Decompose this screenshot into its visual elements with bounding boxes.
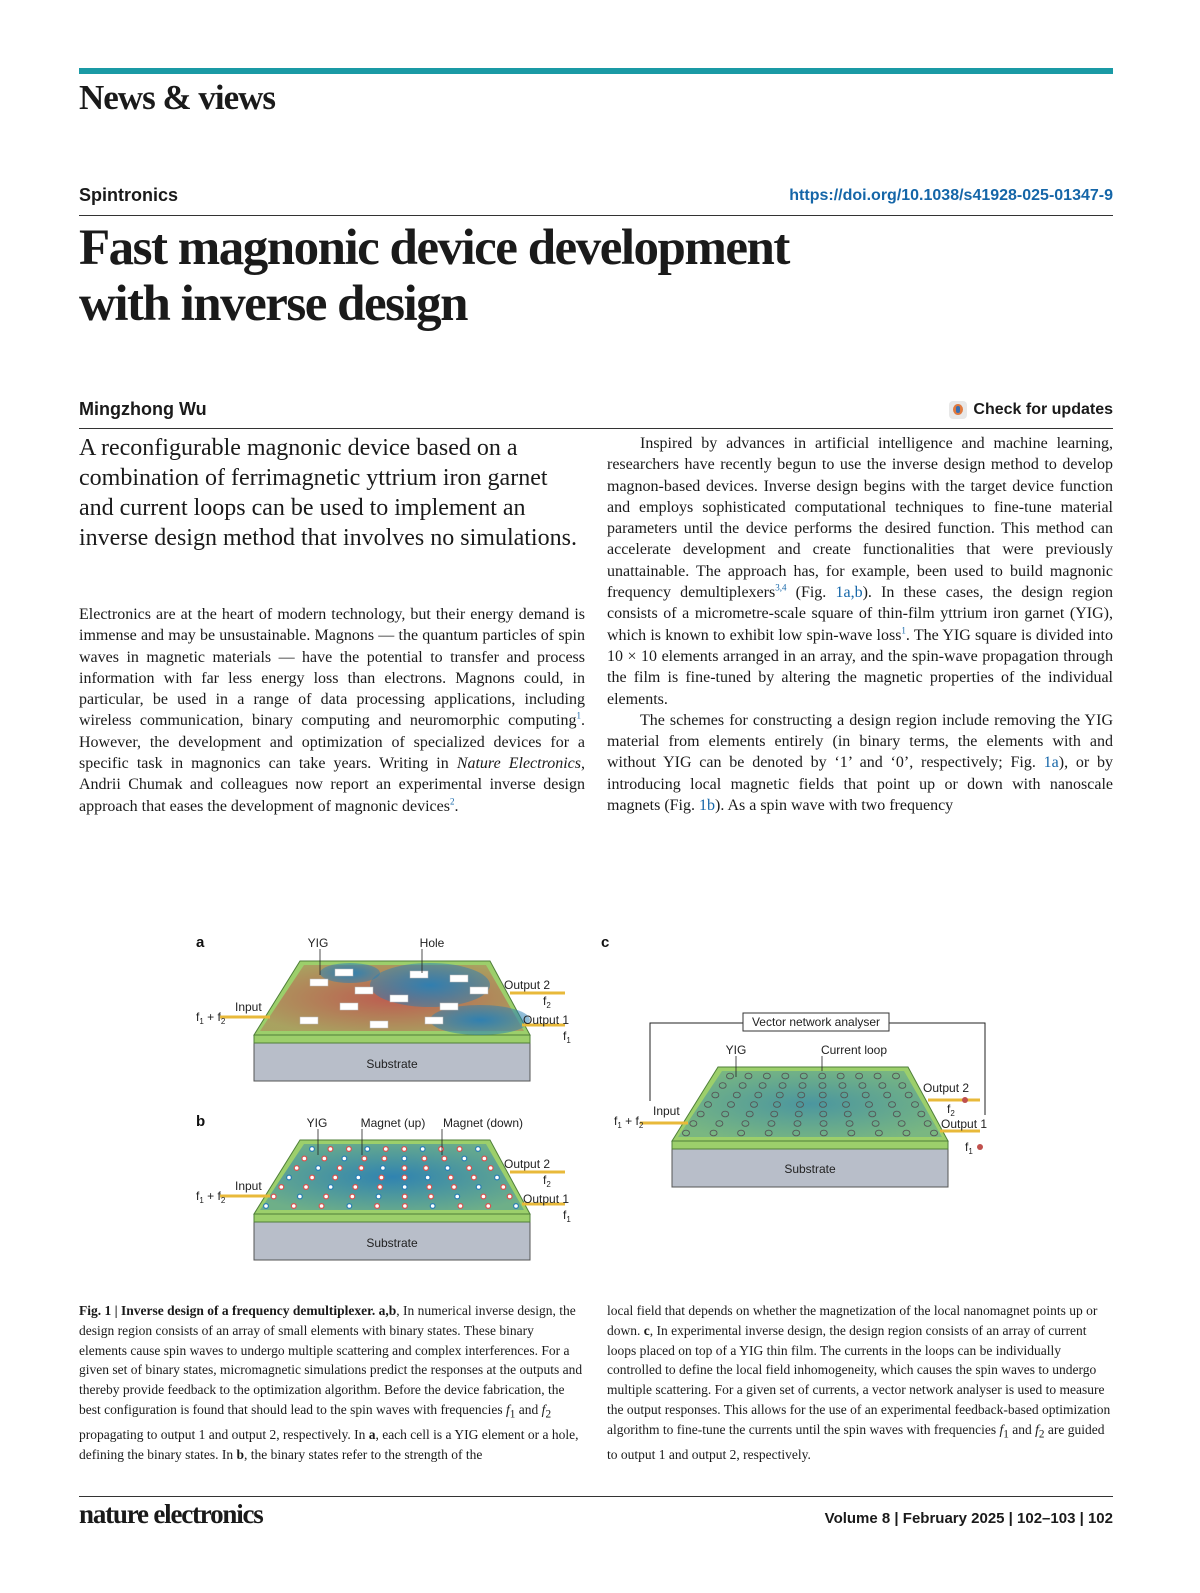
magnet-dot (482, 1156, 487, 1161)
magnet-dot (319, 1204, 324, 1209)
output1-label: Output 1 (523, 1013, 570, 1027)
output1-label: Output 1 (523, 1192, 570, 1206)
magnet-dot (445, 1166, 450, 1171)
magnet-dot (422, 1156, 427, 1161)
magnet-dot (448, 1175, 453, 1180)
magnet-dot (458, 1204, 463, 1209)
figure-caption-right: local field that depends on whether the magnetization of the local nanomagnet points up or down. c, In experimental inverse design, the design region consists of an array of current loops placed on top of a YIG thin film. The currents in the loops can be individually controlled to define the local field inhomogeneity, which causes the spin waves to undergo multiple scattering. For a given set of currents, a vector network analyser is used to measure the output responses. This allows for the use of an experimental feedback-based optimization algorithm to fine-tune the currents until the spin waves with frequencies $f_1$ and $f_2$ are guided to output 1 and output 2, respectively. (607, 1303, 1111, 1463)
magnet-dot (376, 1194, 381, 1199)
svg-text:f1: $f_1$ (563, 1029, 571, 1045)
magnet-dot (359, 1166, 364, 1171)
article-category: Spintronics (79, 185, 179, 205)
input-label: Input (235, 1000, 262, 1014)
magnet-dot (481, 1194, 486, 1199)
magnet-dot (271, 1194, 276, 1199)
panel-a-label: a (196, 934, 205, 951)
author-rule (79, 428, 1113, 429)
author-name: Mingzhong Wu (79, 399, 207, 419)
magnet-dot (427, 1185, 432, 1190)
svg-text:f1 + f2: $f_1 + f_2$ (196, 1010, 226, 1026)
magnet-dot (328, 1147, 333, 1152)
magnet-dot (442, 1156, 447, 1161)
output2-label: Output 2 (504, 978, 551, 992)
input-label: Input (235, 1179, 262, 1193)
figure-caption-label: Fig. 1 | Inverse design of a frequency demultiplexer. (79, 1303, 376, 1318)
svg-text:f1 + f2: $f_1 + f_2$ (614, 1114, 644, 1130)
magnet-dot (467, 1166, 472, 1171)
figure-link-1b[interactable]: 1b (699, 797, 715, 815)
svg-text:f1: $f_1$ (965, 1140, 973, 1156)
section-title: News & views (79, 78, 276, 117)
magnet-dot (488, 1166, 493, 1171)
magnet-dot (365, 1147, 370, 1152)
magnet-dot (462, 1156, 467, 1161)
header-rule (79, 215, 1113, 216)
hole-label: Hole (419, 936, 445, 950)
reference-3-4[interactable]: 3,4 (775, 582, 787, 593)
magnet-dot (279, 1185, 284, 1190)
magnet-dot (439, 1147, 444, 1152)
volume-info: Volume 8 | February 2025 | 102–103 | 102 (824, 1510, 1113, 1527)
yig-label: YIG (306, 1116, 328, 1130)
paragraph-1: Electronics are at the heart of modern technology, but their energy demand is immense and may be unsustainable. Magnons — the quantum particles of spin waves in magnetic materials — have the potential to transfer and process information with far less energy loss than electrons. Magnons could, in particular, be used in a range of data processing applications, including wireless communication, binary computing and neuromorphic computing$^1$. However, the development and optimization of specialized devices for a specific task in magnonics can take years. Writing in Nature Electronics, Andrii Chumak and colleagues now report an experimental inverse design approach that eases the development of magnonic devices$^2$. (79, 606, 586, 815)
yig-label: YIG (307, 936, 329, 950)
magnet-dot (452, 1185, 457, 1190)
substrate-label: Substrate (366, 1057, 418, 1071)
output2-label: Output 2 (923, 1081, 970, 1095)
magnet-up-label: Magnet (up) (360, 1116, 426, 1130)
magnet-dot (346, 1147, 351, 1152)
magnet-dot (402, 1185, 407, 1190)
panel-c-label: c (601, 934, 610, 951)
magnet-dot (310, 1175, 315, 1180)
magnet-dot (402, 1147, 407, 1152)
footer-rule (79, 1496, 1113, 1497)
magnet-dot (324, 1194, 329, 1199)
magnet-dot (476, 1147, 481, 1152)
reference-2[interactable]: 2 (449, 796, 455, 807)
magnet-dot (347, 1204, 352, 1209)
svg-text:f2: $f_2$ (947, 1102, 955, 1118)
current-loop-label: Current loop (820, 1043, 888, 1057)
body-column-2 (607, 433, 1113, 816)
panel-a-device (196, 936, 571, 1081)
figure-link-1a[interactable]: 1a (1043, 754, 1059, 772)
magnet-dot (382, 1156, 387, 1161)
page-number: 102 (1087, 1510, 1113, 1527)
reference-1[interactable]: 1 (576, 711, 581, 722)
magnet-dot (337, 1166, 342, 1171)
magnet-dot (380, 1166, 385, 1171)
output2-label: Output 2 (504, 1157, 551, 1171)
magnet-dot (379, 1175, 384, 1180)
magnet-dot (353, 1185, 358, 1190)
svg-text:f1: $f_1$ (563, 1208, 571, 1224)
magnet-dot (342, 1156, 347, 1161)
magnet-dot (501, 1185, 506, 1190)
title-line-1: Fast magnonic device development (79, 220, 789, 276)
svg-text:f2: $f_2$ (543, 994, 551, 1010)
vna-label: Vector network analyser (751, 1015, 881, 1029)
magnet-dot (402, 1194, 407, 1199)
magnet-dot (328, 1185, 333, 1190)
figure-1 (180, 925, 1020, 1265)
magnet-dot (495, 1175, 500, 1180)
magnet-dot (291, 1204, 296, 1209)
panel-b-label: b (196, 1113, 206, 1130)
doi-link[interactable]: https://doi.org/10.1038/s41928-025-01347-9 (789, 187, 1113, 204)
journal-logo: nature electronics (79, 1499, 263, 1529)
figure-caption-left: Fig. 1 | Inverse design of a frequency demultiplexer. a,b, In numerical inverse design, the design region consists of an array of small elements with binary states. These binary elements cause spin waves to undergo multiple scattering and complex interferences. For a given set of binary states, micromagnetic simulations predict the responses at the outputs and thereby provide feedback to the optimization algorithm. Before the device fabrication, the best configuration is found that should lead to the spin waves with frequencies $f_1$ and $f_2$ propagating to output 1 and output 2, respectively. In a, each cell is a YIG element or a hole, defining the binary states. In b, the binary states refer to the strength of the (79, 1303, 583, 1463)
magnet-dot (471, 1175, 476, 1180)
magnet-dot (455, 1194, 460, 1199)
paragraph-2: Inspired by advances in artificial intelligence and machine learning, researchers have recently begun to use the inverse design method to develop magnon-based devices. Inverse design begins with the target device function and employs sophisticated computational techniques to fine-tune material parameters until the device performs the desired function. This method can accelerate development and create functionalities that were previously unattainable. The approach has, for example, been used to build magnonic frequency demultiplexers$^{3,4}$ (Fig. 1a,b). In these cases, the design region consists of a micrometre-scale square of thin-film yttrium iron garnet (YIG), which is known to exhibit low spin-wave loss$^1$. The YIG square is divided into 10 × 10 elements arranged in an array, and the spin-wave propagation through the film is fine-tuned by altering the magnetic properties of the individual elements. (607, 435, 1114, 708)
magnet-dot (420, 1147, 425, 1152)
magnet-dot (294, 1166, 299, 1171)
magnet-dot (486, 1204, 491, 1209)
magnet-dot (350, 1194, 355, 1199)
panel-c-device (614, 1013, 987, 1187)
magnet-dot (402, 1166, 407, 1171)
magnet-down-label: Magnet (down) (442, 1116, 524, 1130)
magnet-dot (402, 1156, 407, 1161)
magnet-dot (383, 1147, 388, 1152)
yig-label: YIG (725, 1043, 747, 1057)
magnet-dot (430, 1204, 435, 1209)
magnet-dot (514, 1204, 519, 1209)
magnet-dot (402, 1204, 407, 1209)
magnet-dot (362, 1156, 367, 1161)
magnet-dot (264, 1204, 269, 1209)
magnet-dot (356, 1175, 361, 1180)
title-line-2: with inverse design (79, 276, 468, 332)
paragraph-3: The schemes for constructing a design region include removing the YIG material from elements entirely (in binary terms, the elements with and without YIG can be denoted by ‘1’ and ‘0’, respectively; Fig. 1a), or by introducing local magnetic fields that point up or down with nanoscale magnets (Fig. 1b). As a spin wave with two frequency (607, 711, 1114, 815)
magnet-dot (304, 1185, 309, 1190)
magnet-dot (476, 1185, 481, 1190)
panel-b-device (196, 1116, 571, 1260)
magnet-dot (333, 1175, 338, 1180)
magnet-dot (316, 1166, 321, 1171)
magnet-dot (375, 1204, 380, 1209)
magnet-dot (425, 1175, 430, 1180)
article-title (79, 220, 979, 332)
substrate-label: Substrate (366, 1236, 418, 1250)
magnet-dot (287, 1175, 292, 1180)
magnet-dot (302, 1156, 307, 1161)
figure-link-1ab[interactable]: 1a,b (835, 584, 863, 602)
magnet-dot (310, 1147, 315, 1152)
top-accent-bar (79, 68, 1113, 74)
magnet-dot (378, 1185, 383, 1190)
magnet-dot (322, 1156, 327, 1161)
output1-label: Output 1 (941, 1117, 988, 1131)
svg-text:f2: $f_2$ (543, 1173, 551, 1189)
magnet-dot (402, 1175, 407, 1180)
standfirst: A reconfigurable magnonic device based on a combination of ferrimagnetic yttrium iron garnet and current loops can be used to implement an inverse design method that involves no simulations. (79, 435, 577, 551)
svg-text:f1 + f2: $f_1 + f_2$ (196, 1189, 226, 1205)
magnet-dot (424, 1166, 429, 1171)
magnet-dot (507, 1194, 512, 1199)
body-column-1 (79, 604, 585, 817)
magnet-dot (429, 1194, 434, 1199)
magnet-dot (297, 1194, 302, 1199)
crossmark-icon (949, 401, 967, 419)
magnet-dot (457, 1147, 462, 1152)
check-updates-button[interactable] (949, 401, 1113, 419)
check-updates-label: Check for updates (973, 401, 1113, 418)
substrate-label: Substrate (784, 1162, 836, 1176)
input-label: Input (653, 1104, 680, 1118)
reference-1b[interactable]: 1 (901, 625, 906, 636)
